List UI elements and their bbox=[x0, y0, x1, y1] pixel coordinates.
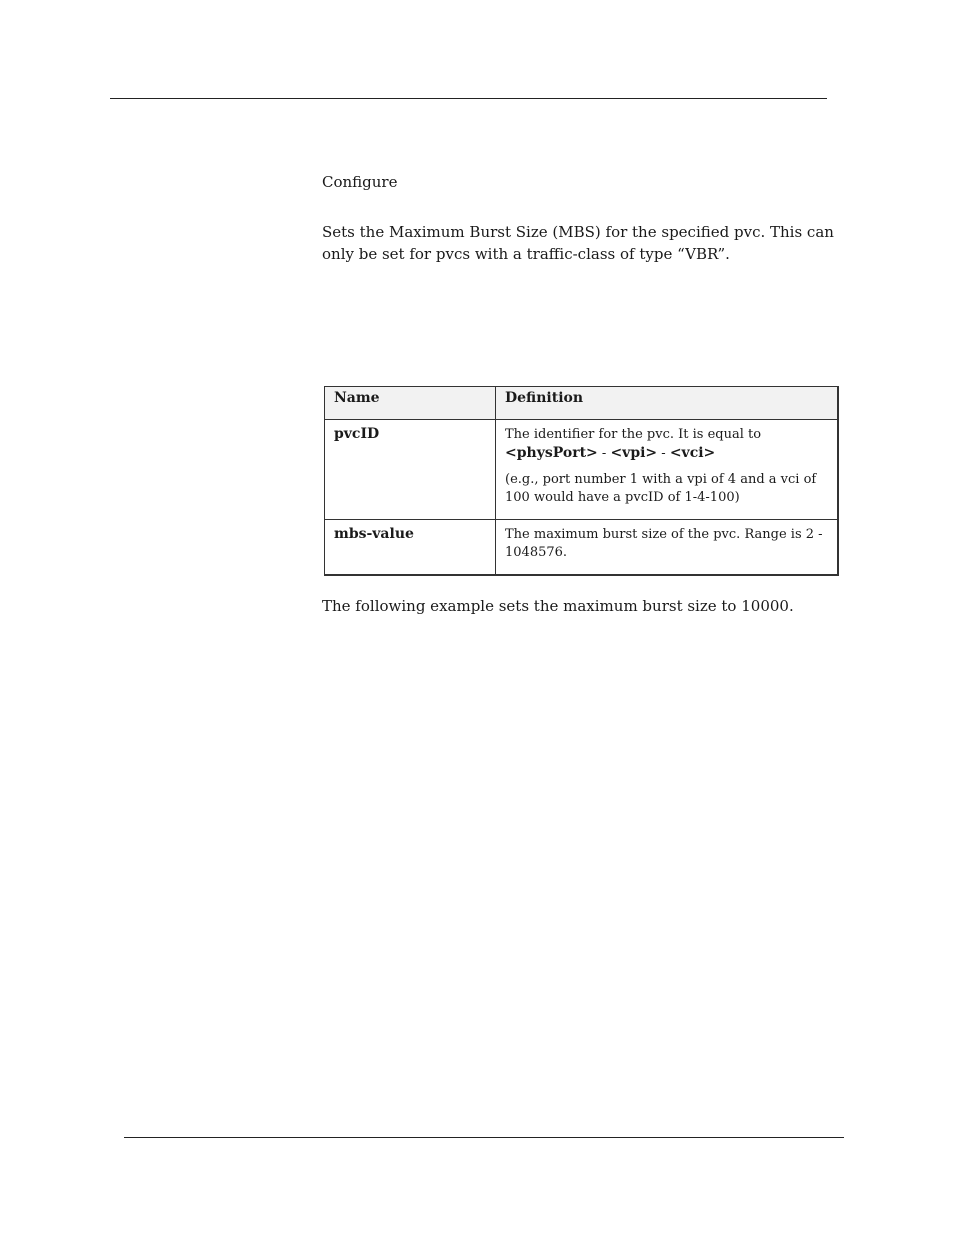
param-name-pvcid: pvcID bbox=[325, 420, 496, 520]
command-mode: Configure bbox=[322, 173, 398, 191]
pvcid-example-text: (e.g., port number 1 with a vpi of 4 and a vci of 100 would have a pvcID of 1-4-100) bbox=[505, 472, 817, 505]
header-rule bbox=[110, 98, 827, 99]
vpi-token: <vpi> bbox=[610, 445, 658, 461]
mbs-definition-text: The maximum burst size of the pvc. Range is 2 - 1048576. bbox=[505, 527, 823, 560]
column-header-name: Name bbox=[325, 387, 496, 420]
vci-token: <vci> bbox=[669, 445, 716, 461]
example-intro: The following example sets the maximum burst size to 10000. bbox=[322, 597, 794, 615]
table-header-row bbox=[325, 387, 839, 420]
column-header-definition: Definition bbox=[496, 387, 839, 420]
footer-rule bbox=[124, 1137, 844, 1138]
pvcid-definition-text: The identifier for the pvc. It is equal to <physPort> - <vpi> - <vci> bbox=[505, 427, 762, 461]
parameter-table bbox=[324, 386, 839, 576]
param-name-mbs-value: mbs-value bbox=[325, 520, 496, 576]
physport-token: <physPort> bbox=[505, 445, 598, 461]
command-description: Sets the Maximum Burst Size (MBS) for the specified pvc. This can only be set for pvcs with a traffic-class of type “VBR”. bbox=[322, 223, 834, 263]
param-definition-pvcid bbox=[496, 420, 839, 520]
param-definition-mbs-value bbox=[496, 520, 839, 576]
table-row bbox=[325, 520, 839, 576]
table-row bbox=[325, 420, 839, 520]
